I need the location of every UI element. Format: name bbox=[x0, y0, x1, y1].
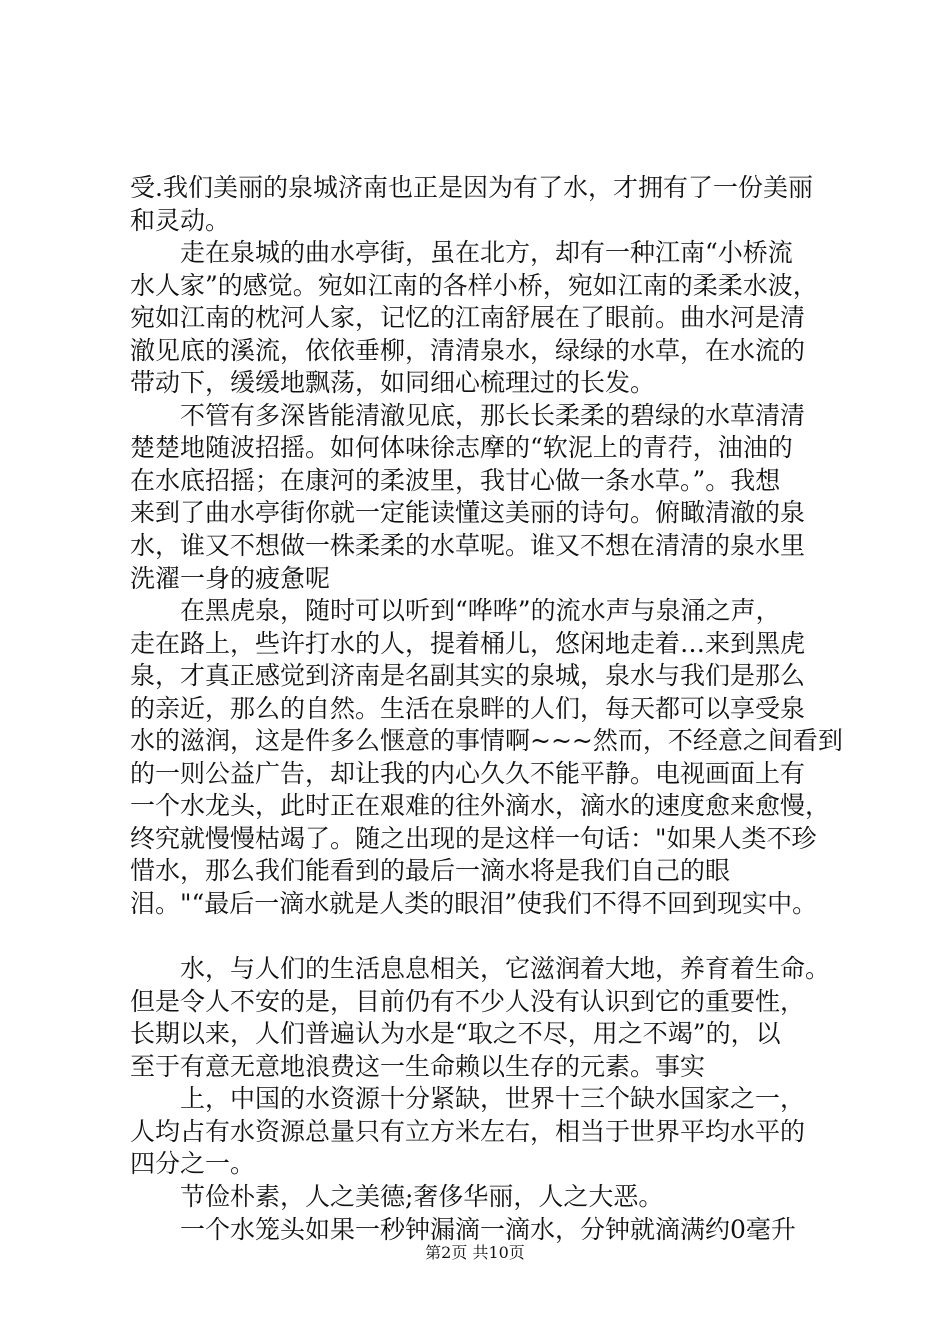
text-line: 泪。"“最后一滴水就是人类的眼泪”使我们不得不回到现实中。 bbox=[130, 889, 818, 919]
text-line: 人均占有水资源总量只有立方米左右，相当于世界平均水平的 bbox=[130, 1116, 806, 1146]
text-line: 宛如江南的枕河人家，记忆的江南舒展在了眼前。曲水河是清 bbox=[130, 303, 806, 333]
text-line: 水，谁又不想做一株柔柔的水草呢。谁又不想在清清的泉水里 bbox=[130, 531, 806, 561]
body-text bbox=[130, 172, 843, 1246]
text-line: 的一则公益广告，却让我的内心久久不能平静。电视画面上有 bbox=[130, 758, 806, 788]
text-line: 带动下，缓缓地飘荡，如同细心梳理过的长发。 bbox=[130, 368, 656, 398]
text-line: 一个水笼头如果一秒钟漏滴一滴水，分钟就滴满约0毫升 bbox=[180, 1214, 796, 1244]
text-line: 至于有意无意地浪费这一生命赖以生存的元素。事实 bbox=[130, 1051, 706, 1081]
blank-line bbox=[130, 921, 830, 954]
text-line: 但是令人不安的是，目前仍有不少人没有认识到它的重要性， bbox=[130, 986, 806, 1016]
text-line: 楚楚地随波招摇。如何体味徐志摩的“软泥上的青荇，油油的 bbox=[130, 433, 793, 463]
text-line: 长期以来，人们普遍认为水是“取之不尽，用之不竭”的，以 bbox=[130, 1019, 781, 1049]
text-line: 水的滋润，这是件多么惬意的事情啊~~~然而，不经意之间看到 bbox=[130, 726, 843, 756]
text-line: 和灵动。 bbox=[130, 205, 231, 235]
text-line: 节俭朴素，人之美德;奢侈华丽，人之大恶。 bbox=[180, 1181, 664, 1211]
text-line: 水，与人们的生活息息相关，它滋润着大地，养育着生命。 bbox=[180, 954, 831, 984]
text-line: 在水底招摇；在康河的柔波里，我甘心做一条水草。”。我想 bbox=[130, 465, 781, 495]
text-line: 澈见底的溪流，依依垂柳，清清泉水，绿绿的水草，在水流的 bbox=[130, 335, 806, 365]
text-line: 在黑虎泉，随时可以听到“哗哗”的流水声与泉涌之声， bbox=[180, 596, 781, 626]
page-footer: 第2页 共10页 bbox=[425, 1243, 525, 1262]
text-line: 走在泉城的曲水亭街，虽在北方，却有一种江南“小桥流 bbox=[180, 238, 793, 268]
text-line: 惜水，那么我们能看到的最后一滴水将是我们自己的眼 bbox=[130, 856, 731, 886]
text-line: 泉，才真正感觉到济南是名副其实的泉城，泉水与我们是那么 bbox=[130, 661, 806, 691]
text-line: 来到了曲水亭街你就一定能读懂这美丽的诗句。俯瞰清澈的泉 bbox=[130, 498, 806, 528]
text-line: 的亲近，那么的自然。生活在泉畔的人们，每天都可以享受泉 bbox=[130, 693, 806, 723]
text-line: 一个水龙头，此时正在艰难的往外滴水，滴水的速度愈来愈慢， bbox=[130, 791, 831, 821]
text-line: 上，中国的水资源十分紧缺，世界十三个缺水国家之一， bbox=[180, 1084, 806, 1114]
text-line: 四分之一。 bbox=[130, 1149, 256, 1179]
text-line: 走在路上，些许打水的人，提着桶儿，悠闲地走着…来到黑虎 bbox=[130, 628, 806, 658]
text-line: 不管有多深皆能清澈见底，那长长柔柔的碧绿的水草清清 bbox=[180, 400, 806, 430]
text-line: 水人家”的感觉。宛如江南的各样小桥，宛如江南的柔柔水波， bbox=[130, 270, 818, 300]
text-line: 洗濯一身的疲惫呢 bbox=[130, 563, 331, 593]
text-line: 终究就慢慢枯竭了。随之出现的是这样一句话："如果人类不珍 bbox=[130, 823, 817, 853]
text-line: 受.我们美丽的泉城济南也正是因为有了水，才拥有了一份美丽 bbox=[130, 173, 813, 202]
